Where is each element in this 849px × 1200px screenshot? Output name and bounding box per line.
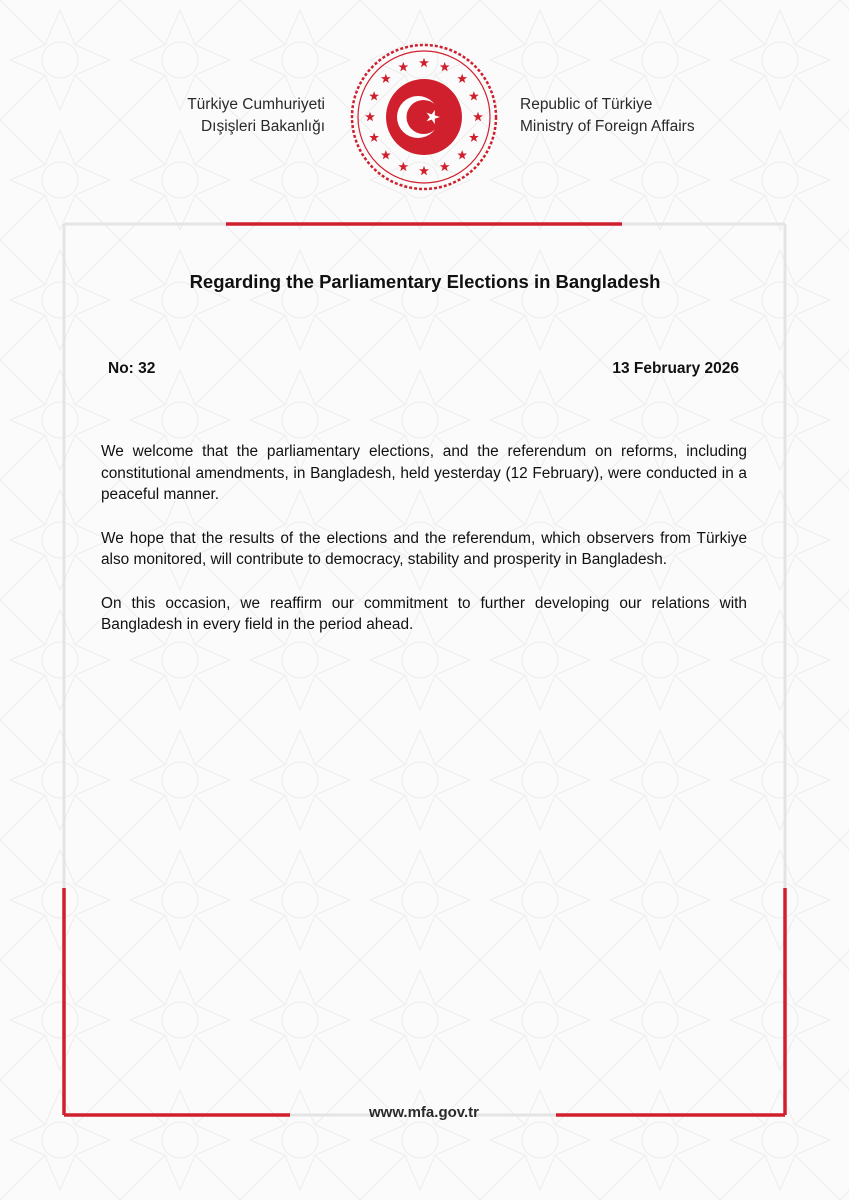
body-paragraph-1: We welcome that the parliamentary elections, and the referendum on reforms, including constitutional amendments, in Bangladesh, held yesterday (12 February), were conducted in a peaceful manner. <box>101 443 747 503</box>
document-date: 13 February 2026 <box>612 360 739 377</box>
document-body <box>101 441 747 658</box>
footer-website: www.mfa.gov.tr <box>368 1104 479 1121</box>
header-right-line1: Republic of Türkiye <box>520 96 653 113</box>
header-right-line2: Ministry of Foreign Affairs <box>520 118 695 135</box>
body-paragraph-2: We hope that the results of the elections and the referendum, which observers from Türkiye also monitored, will contribute to democracy, stability and prosperity in Bangladesh. <box>101 529 747 568</box>
header-left-line1: Türkiye Cumhuriyeti <box>187 96 325 113</box>
body-paragraph-3: On this occasion, we reaffirm our commitment to further developing our relations with Bangladesh in every field in the period ahead. <box>101 594 747 633</box>
document-title: Regarding the Parliamentary Elections in Bangladesh <box>189 271 661 292</box>
header-left-line2: Dışişleri Bakanlığı <box>200 118 325 135</box>
document-number: No: 32 <box>108 360 156 377</box>
